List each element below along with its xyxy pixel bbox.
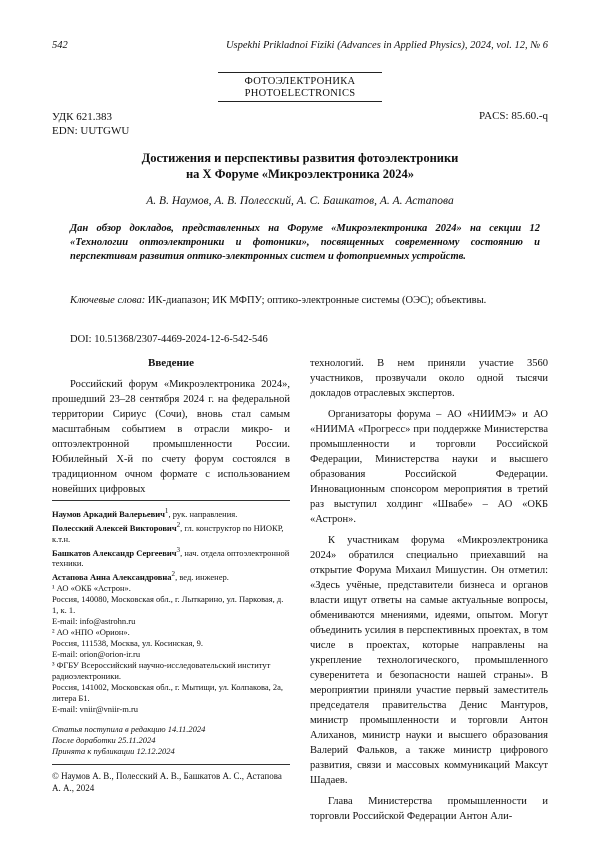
classification-codes bbox=[52, 110, 129, 138]
author-list: А. В. Наумов, А. В. Полесский, А. С. Башкатов, А. А. Астапова bbox=[146, 195, 454, 207]
section-top-rule bbox=[218, 72, 382, 73]
institution-line: Россия, 140080, Московская обл., г. Лыткарино, ул. Парковая, д. 1, к. 1. bbox=[52, 594, 284, 616]
author-affiliations bbox=[52, 506, 290, 715]
body-right-column bbox=[310, 356, 548, 830]
paper-title bbox=[52, 150, 548, 182]
right-paragraph-1: технологий. В нем приняли участие 3560 участников, прозвучали около одной тысячи докладов отраслевых экспертов. bbox=[310, 358, 548, 399]
intro-heading: Введение bbox=[147, 357, 195, 369]
date-received: Статья поступила в редакцию 14.11.2024 bbox=[52, 724, 206, 734]
institution-line: Россия, 141002, Московская обл., г. Мытищи, ул. Колпакова, 2а, литера Б1. bbox=[52, 682, 284, 704]
institution-email[interactable]: E-mail: info@astrohn.ru bbox=[52, 616, 136, 627]
pacs-code: PACS: 85.60.-q bbox=[479, 110, 548, 122]
copyright-separator bbox=[52, 764, 290, 765]
abstract: Дан обзор докладов, представленных на Форуме «Микроэлектроника 2024» на секции 12 «Технологии оптоэлектроники и фотоники», посвященных современному состоянию и перспективам развития оптико-электронных систем и фотоприемных устройств. bbox=[70, 223, 540, 262]
keywords-text: ИК-диапазон; ИК МФПУ; оптико-электронные системы (ОЭС); объективы. bbox=[147, 295, 487, 306]
institution-line: ³ ФГБУ Всероссийский научно-исследовательский институт радиоэлектроники. bbox=[52, 660, 271, 682]
institution-email[interactable]: E-mail: vniir@vniir-m.ru bbox=[52, 704, 139, 715]
affiliation-row: Башкатов Александр Сергеевич$^3$, нач. отдела оптоэлектронной техники. bbox=[52, 545, 290, 569]
keywords-label: Ключевые слова: bbox=[70, 295, 146, 306]
right-paragraph-3: К участникам форума «Микроэлектроника 2024» обратился специально приехавший на открытие Форума Михаил Мишустин. Он отметил: «Здесь учёные, представители бизнеса и органов власти ищут ответы на самые актуальные вопросы, обмениваются мнениями, идеями, опытом. Могут объединить усилия в перспективных проектах, в том числе в проектах, которые направлены на укрепление технологического, промышленного суверенитета и безопасности нашей страны». В мероприятии приняли участие первый заместитель председателя правительства Денис Мантуров, министр промышленности и торговли Антон Алиханов, министр науки и высшего образования Валерий Фальков, а также министр цифрового развития, связи и массовых коммуникаций Максут Шадаев. bbox=[310, 535, 548, 786]
institution-line: Россия, 111538, Москва, ул. Косинская, 9. bbox=[52, 638, 204, 649]
section-heading bbox=[0, 76, 600, 100]
paper-title-line-2: на X Форуме «Микроэлектроника 2024» bbox=[185, 167, 415, 181]
page-number: 542 bbox=[52, 40, 68, 51]
journal-citation: Uspekhi Prikladnoi Fiziki (Advances in Applied Physics), 2024, vol. 12, № 6 bbox=[225, 40, 548, 51]
edn-code: EDN: UUTGWU bbox=[52, 125, 130, 137]
copyright-notice: © Наумов А. В., Полесский А. В., Башкатов А. С., Астапова А. А., 2024 bbox=[52, 771, 282, 793]
paper-title-line-1: Достижения и перспективы развития фотоэлектроники bbox=[141, 151, 459, 165]
footnote-separator bbox=[52, 500, 290, 501]
udc-code: УДК 621.383 bbox=[52, 111, 113, 123]
section-title-ru: ФОТОЭЛЕКТРОНИКА bbox=[244, 76, 356, 87]
body-left-column bbox=[52, 356, 290, 503]
institution-email[interactable]: E-mail: orion@orion-ir.ru bbox=[52, 649, 141, 660]
right-paragraph-4: Глава Министерства промышленности и торговли Российской Федерации Антон Али- bbox=[310, 796, 548, 822]
institution-line: ² АО «НПО «Орион». bbox=[52, 627, 130, 638]
section-bottom-rule bbox=[218, 101, 382, 102]
date-revised: После доработки 25.11.2024 bbox=[52, 735, 156, 745]
date-accepted: Принята к публикации 12.12.2024 bbox=[52, 746, 175, 756]
affiliation-row: Полесский Алексей Викторович$^2$, гл. конструктор по НИОКР, к.т.н. bbox=[52, 520, 284, 544]
running-header bbox=[52, 40, 548, 51]
doi-link[interactable]: DOI: 10.51368/2307-4469-2024-12-6-542-546 bbox=[70, 334, 268, 345]
institution-line: ¹ АО «ОКБ «Астрон». bbox=[52, 583, 131, 594]
section-title-en: PHOTOELECTRONICS bbox=[244, 88, 356, 99]
publication-dates bbox=[52, 724, 290, 757]
keywords bbox=[70, 294, 540, 308]
right-paragraph-2: Организаторы форума – АО «НИИМЭ» и АО «НИИМА «Прогресс» при поддержке Министерства промышленности и торговли Российской Федерации, Министерства науки и высшего образования Российской Федерации. Инновационным спонсором мероприятия в третий раз выступил холдинг «Швабе» – АО «ОКБ «Астрон». bbox=[310, 409, 548, 525]
affiliation-row: Астапова Анна Александровна$^2$, вед. инженер. bbox=[52, 570, 229, 583]
affiliation-row: Наумов Аркадий Валерьевич$^1$, рук. направления. bbox=[52, 507, 238, 519]
left-paragraph-1: Российский форум «Микроэлектроника 2024», прошедший 23–28 сентября 2024 г. на федеральной территории Сириус (Сочи), вновь стал самым масштабным событием в отрасли микро- и оптоэлектронной промышленности России. Юбилейный X-й по счету форум состоялся в традиционном очном формате с использованием новейших цифровых bbox=[52, 379, 290, 495]
